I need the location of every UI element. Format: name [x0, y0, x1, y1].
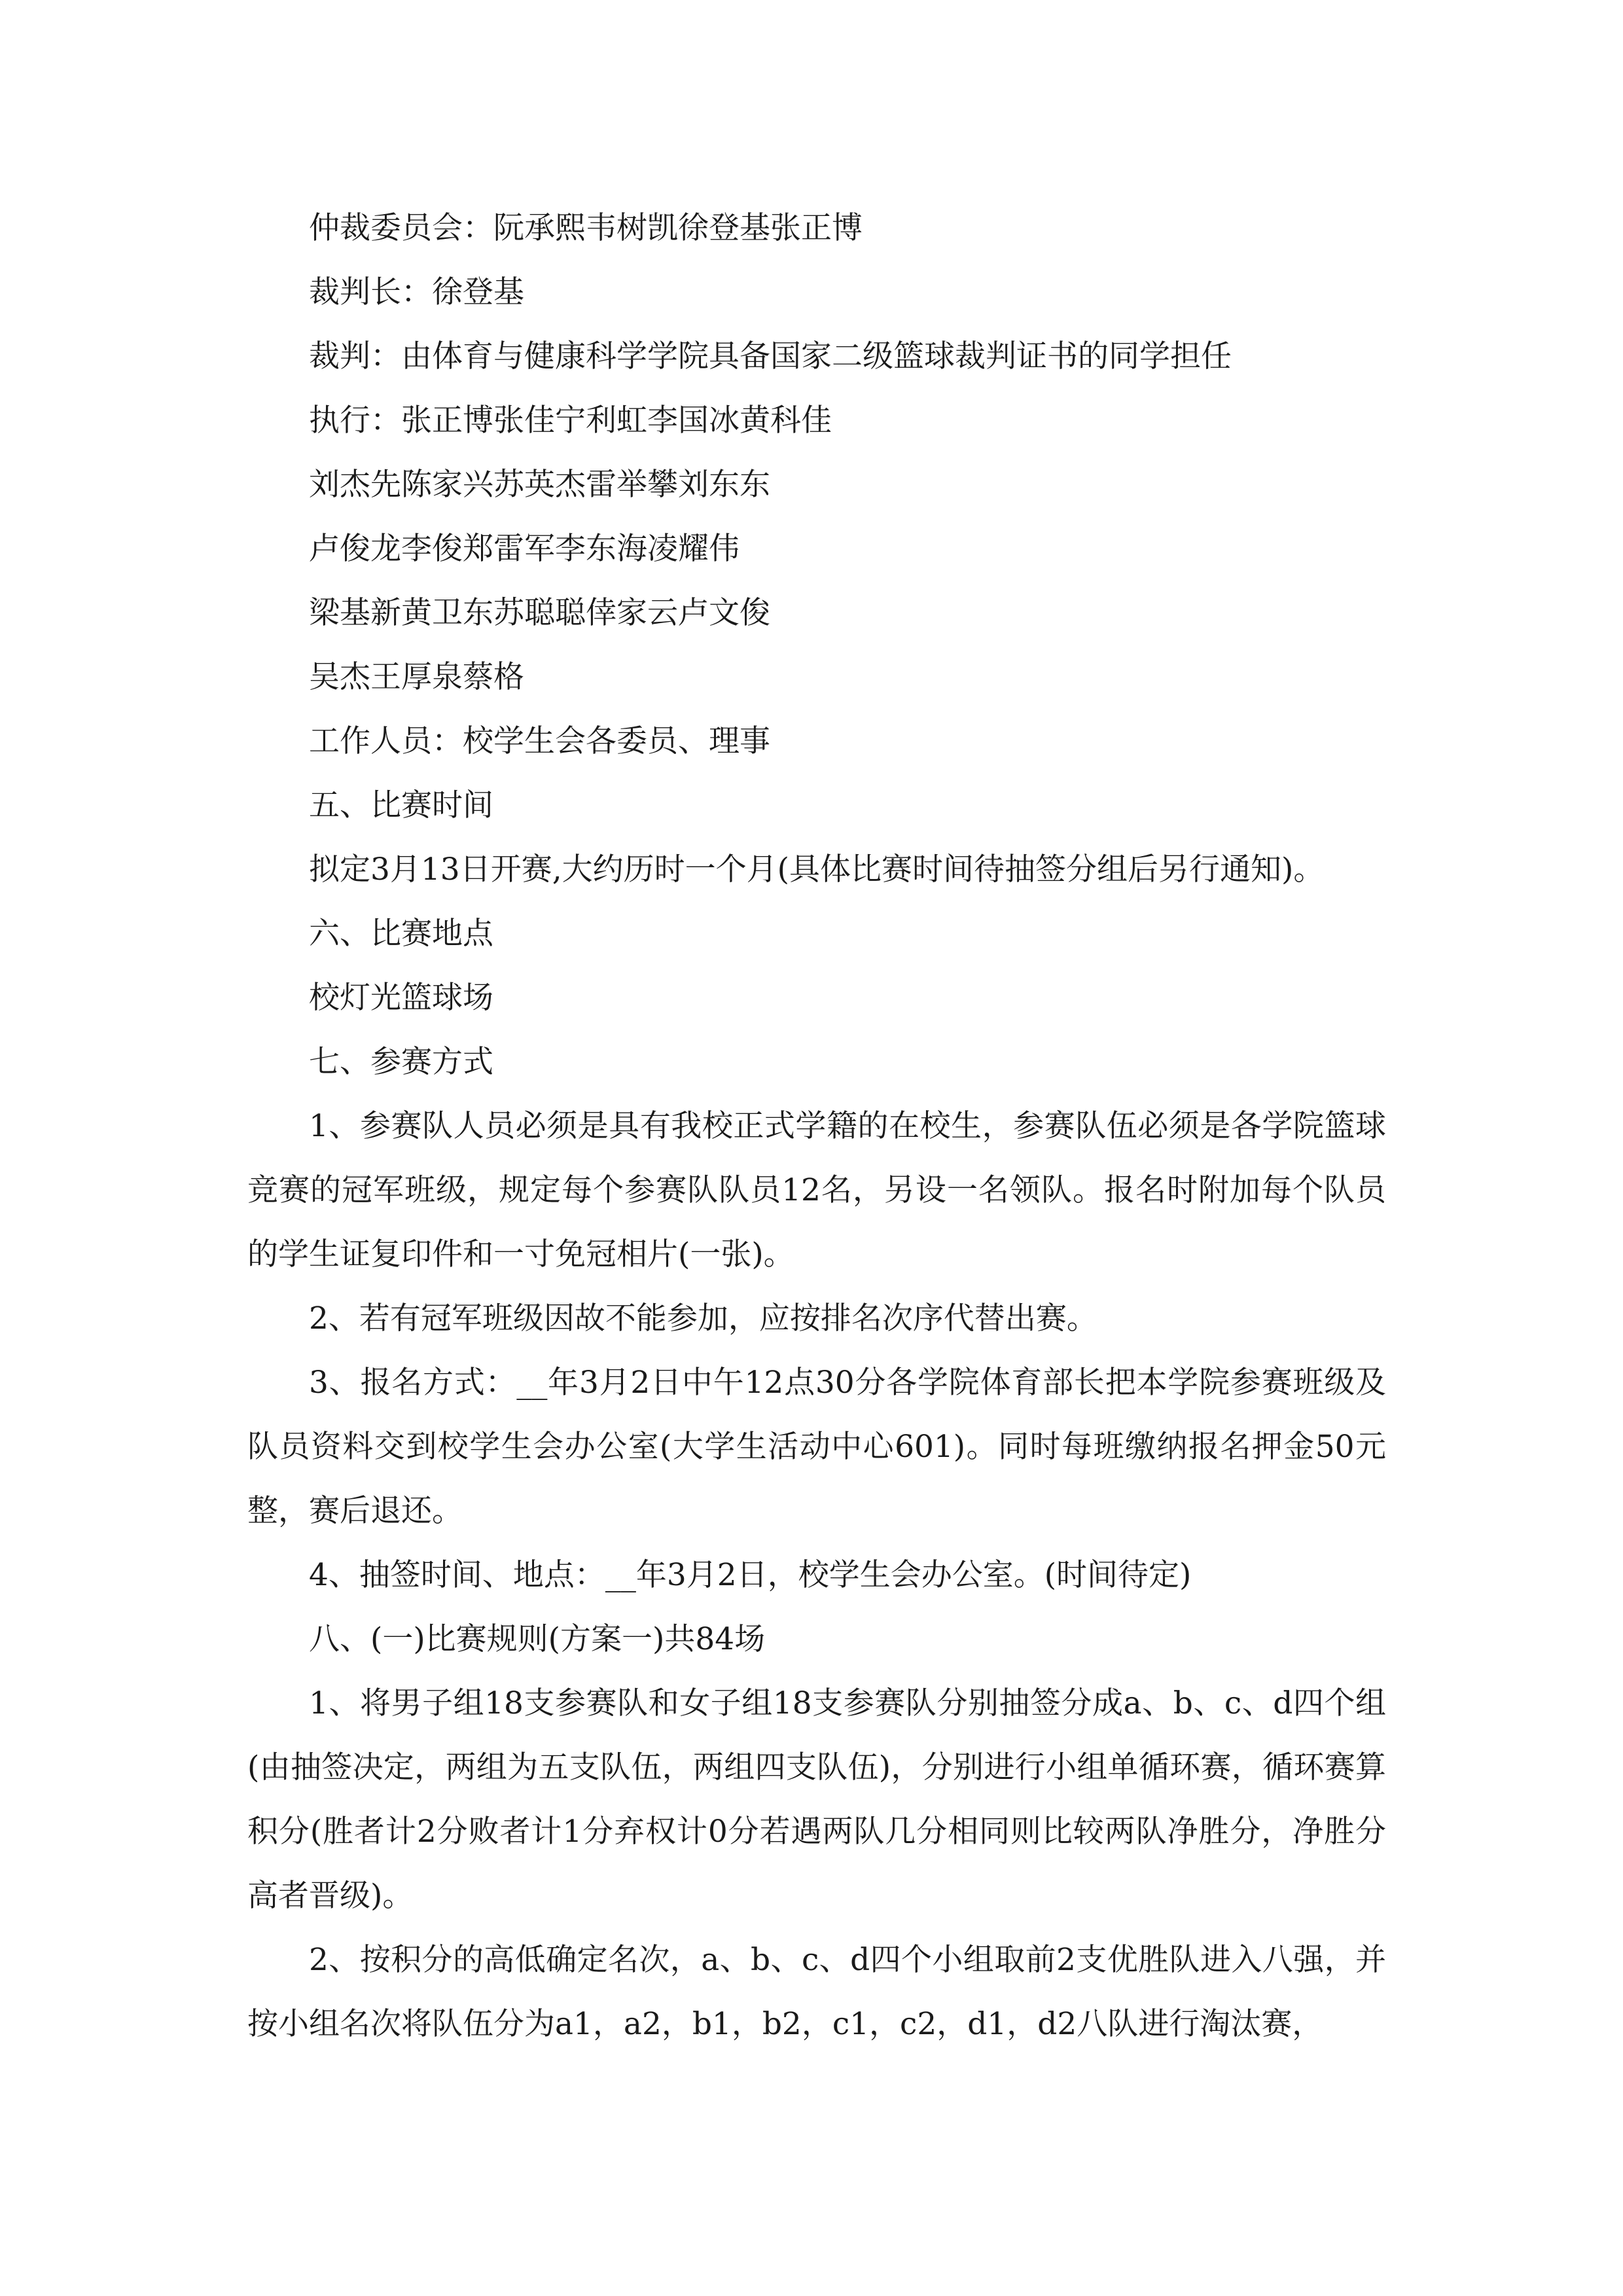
paragraph-match-time: 拟定3月13日开赛,大约历时一个月(具体比赛时间待抽签分组后另行通知)。 [309, 852, 1325, 888]
paragraph-executors-names-3: 梁基新黄卫东苏聪聪倖家云卢文俊 [309, 595, 770, 631]
paragraph-executors-names-1: 刘杰先陈家兴苏英杰雷举攀刘东东 [309, 467, 770, 503]
section-heading-rules: 八、(一)比赛规则(方案一)共84场 [309, 1621, 766, 1657]
section-heading-match-time: 五、比赛时间 [309, 787, 493, 823]
section-heading-participation: 七、参赛方式 [309, 1044, 493, 1080]
paragraph-participation-3: 3、报名方式：__年3月2日中午12点30分各学院体育部长把本学院参赛班级及队员资料交到校学生会办公室(大学生活动中心601)。同时每班缴纳报名押金50元整，赛后退还。 [247, 1365, 1386, 1529]
paragraph-executors: 执行：张正博张佳宁利虹李国冰黄科佳 [309, 403, 832, 439]
paragraph-executors-names-2: 卢俊龙李俊郑雷军李东海凌耀伟 [309, 531, 740, 567]
paragraph-participation-1: 1、参赛队人员必须是具有我校正式学籍的在校生，参赛队伍必须是各学院篮球竞赛的冠军班级，规定每个参赛队队员12名，另设一名领队。报名时附加每个队员的学生证复印件和一寸免冠相片(一张)。 [247, 1108, 1386, 1272]
paragraph-staff: 工作人员：校学生会各委员、理事 [309, 723, 770, 759]
paragraph-rules-1: 1、将男子组18支参赛队和女子组18支参赛队分别抽签分成a、b、c、d四个组(由抽签决定，两组为五支队伍，两组四支队伍)，分别进行小组单循环赛，循环赛算积分(胜者计2分败者计1分弃权计0分若遇两队几分相同则比较两队净胜分，净胜分高者晋级)。 [247, 1685, 1386, 1914]
section-heading-match-venue: 六、比赛地点 [309, 916, 493, 952]
paragraph-participation-2: 2、若有冠军班级因故不能参加，应按排名次序代替出赛。 [309, 1300, 1097, 1336]
paragraph-match-venue: 校灯光篮球场 [309, 980, 493, 1016]
paragraph-arbitration-committee: 仲裁委员会：阮承熙韦树凯徐登基张正博 [309, 210, 863, 246]
paragraph-participation-4: 4、抽签时间、地点：__年3月2日，校学生会办公室。(时间待定) [309, 1557, 1192, 1593]
paragraph-executors-names-4: 吴杰王厚泉蔡格 [309, 659, 524, 695]
paragraph-chief-referee: 裁判长：徐登基 [309, 274, 524, 310]
paragraph-rules-2: 2、按积分的高低确定名次，a、b、c、d四个小组取前2支优胜队进入八强，并按小组名次将队伍分为a1，a2，b1，b2，c1，c2，d1，d2八队进行淘汰赛， [247, 1942, 1386, 2042]
paragraph-referees: 裁判：由体育与健康科学学院具备国家二级篮球裁判证书的同学担任 [309, 338, 1232, 374]
document-body [247, 196, 1386, 2056]
